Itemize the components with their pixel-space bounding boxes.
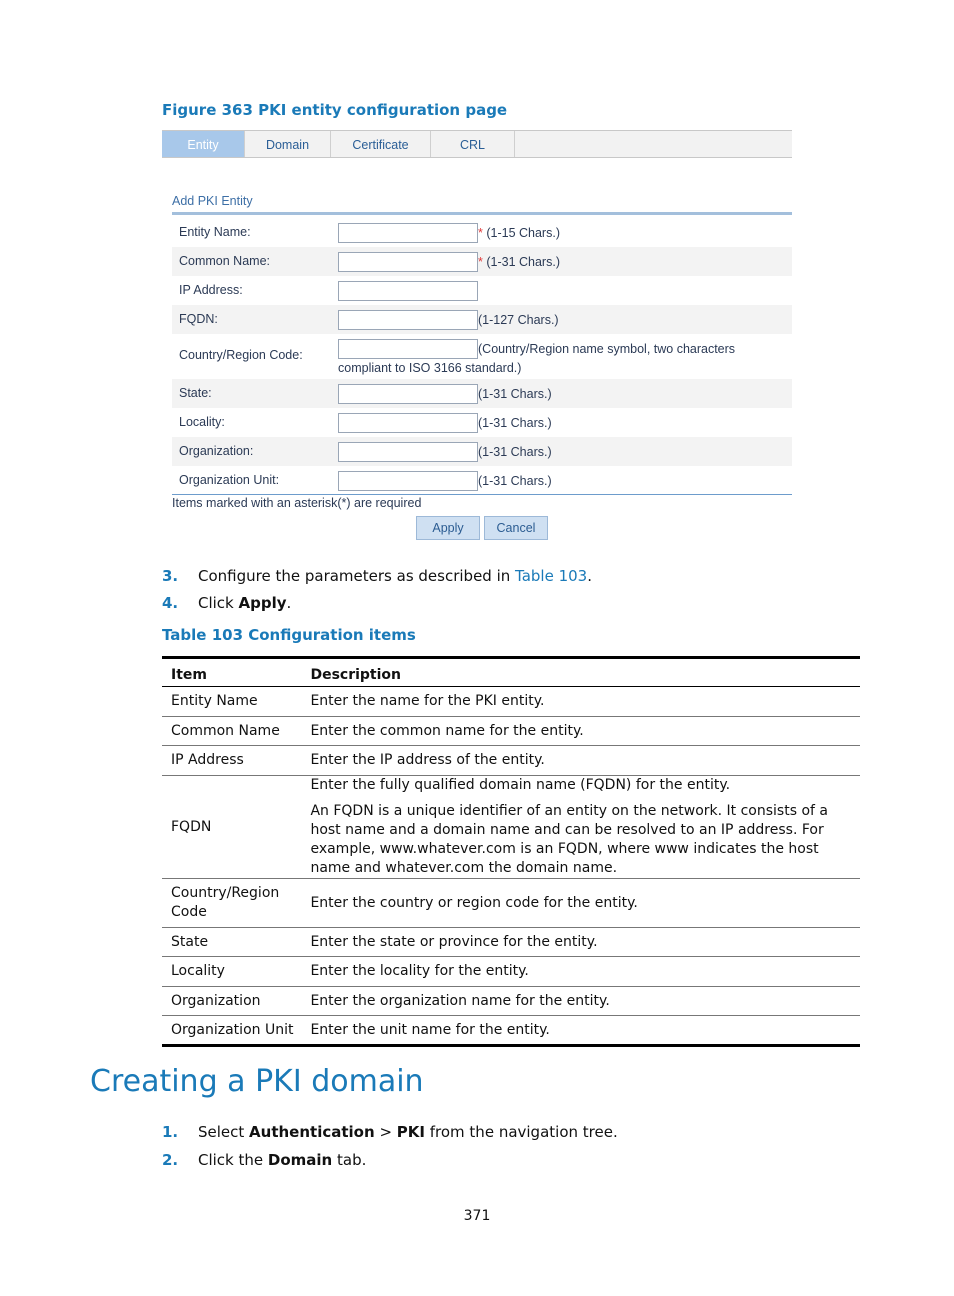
locality-hint: (1-31 Chars.) (478, 416, 552, 430)
entity-name-label: Entity Name: (179, 225, 251, 239)
form-row-common-name (172, 247, 792, 276)
table-caption: Table 103 Configuration items (162, 626, 416, 644)
table-cell-item: Common Name (162, 717, 301, 746)
common-name-label: Common Name: (179, 254, 270, 268)
locality-input[interactable] (338, 413, 478, 433)
state-label: State: (179, 386, 212, 400)
locality-label: Locality: (179, 415, 225, 429)
organization-label: Organization: (179, 444, 254, 458)
table-cell-description (301, 776, 860, 879)
table-cell-item: Entity Name (162, 687, 301, 717)
step-number: 3. (162, 567, 179, 585)
panel-bottom-divider (172, 494, 792, 495)
form-row-state (172, 379, 792, 408)
form-row-organization-unit (172, 466, 792, 495)
required-asterisk: * (478, 226, 483, 240)
country-region-hint-line2: compliant to ISO 3166 standard.) (338, 361, 522, 375)
country-region-input[interactable] (338, 339, 478, 359)
table-cell-item: IP Address (162, 746, 301, 776)
common-name-hint: * (1-31 Chars.) (478, 255, 560, 269)
organization-unit-label: Organization Unit: (179, 473, 280, 487)
form-row-country-region (172, 334, 792, 378)
description-paragraph: An FQDN is a unique identifier of an entity on the network. It consists of a host name and a domain name and can be resolved to an IP address. For example, www.whatever.com is an FQDN, where www indicates the host name and whatever.com the domain name. (310, 803, 828, 876)
entity-name-input[interactable] (338, 223, 478, 243)
ip-address-input[interactable] (338, 281, 478, 301)
required-asterisk: * (478, 255, 483, 269)
form-row-locality (172, 408, 792, 437)
tab-domain[interactable]: Domain (245, 131, 331, 157)
tab-crl[interactable]: CRL (431, 131, 515, 157)
entity-name-hint: * (1-15 Chars.) (478, 226, 560, 240)
ip-address-label: IP Address: (179, 283, 243, 297)
table-row (162, 717, 860, 746)
table-row (162, 879, 860, 928)
table-cell-description: Enter the state or province for the entity. (301, 928, 860, 957)
table-cell-description: Enter the name for the PKI entity. (301, 687, 860, 717)
table-row (162, 957, 860, 987)
table-cell-item: Organization (162, 987, 301, 1016)
section-heading: Creating a PKI domain (90, 1064, 424, 1099)
panel-title: Add PKI Entity (172, 194, 253, 208)
step-text: Configure the parameters as described in Table 103. (198, 567, 592, 585)
step-text: Click the Domain tab. (198, 1151, 367, 1169)
step-text: Select Authentication > PKI from the navigation tree. (198, 1123, 618, 1141)
organization-unit-hint: (1-31 Chars.) (478, 474, 552, 488)
form-row-organization (172, 437, 792, 466)
step-number: 4. (162, 594, 179, 612)
organization-hint: (1-31 Chars.) (478, 445, 552, 459)
panel-divider (172, 212, 792, 215)
table-row (162, 687, 860, 717)
tab-bar (162, 130, 792, 158)
configuration-table (162, 656, 860, 1047)
table-cell-description: Enter the locality for the entity. (301, 957, 860, 987)
country-region-hint: (Country/Region name symbol, two characters (478, 342, 736, 356)
table-cell-description: Enter the organization name for the entity. (301, 987, 860, 1016)
organization-input[interactable] (338, 442, 478, 462)
page-number: 371 (463, 1208, 491, 1224)
table-cell-description: Enter the common name for the entity. (301, 717, 860, 746)
form-row-fqdn (172, 305, 792, 334)
apply-button[interactable]: Apply (416, 516, 480, 540)
table-row (162, 776, 860, 879)
state-input[interactable] (338, 384, 478, 404)
description-paragraph: Enter the fully qualified domain name (FQDN) for the entity. (310, 777, 731, 793)
fqdn-label: FQDN: (179, 312, 218, 326)
table-cell-item: Organization Unit (162, 1016, 301, 1046)
common-name-input[interactable] (338, 252, 478, 272)
table-cell-item: State (162, 928, 301, 957)
table-header-description: Description (301, 658, 860, 687)
required-note: Items marked with an asterisk(*) are required (172, 496, 422, 510)
country-region-label: Country/Region Code: (179, 348, 303, 362)
form-row-ip-address (172, 276, 792, 305)
table-header-item: Item (162, 658, 301, 687)
table-cell-description: Enter the unit name for the entity. (301, 1016, 860, 1046)
table-cell-description: Enter the IP address of the entity. (301, 746, 860, 776)
table-cell-item: Locality (162, 957, 301, 987)
tab-certificate[interactable]: Certificate (331, 131, 431, 157)
table-row (162, 928, 860, 957)
cancel-button[interactable]: Cancel (484, 516, 548, 540)
fqdn-input[interactable] (338, 310, 478, 330)
table-row (162, 987, 860, 1016)
step-number: 1. (162, 1123, 179, 1141)
figure-caption: Figure 363 PKI entity configuration page (162, 101, 508, 119)
table-cell-item: Country/Region Code (162, 879, 301, 928)
step-number: 2. (162, 1151, 179, 1169)
organization-unit-input[interactable] (338, 471, 478, 491)
form-row-entity-name (172, 218, 792, 247)
table-cell-item: FQDN (162, 776, 301, 879)
table-link[interactable]: Table 103 (515, 567, 588, 585)
step-text: Click Apply. (198, 594, 292, 612)
fqdn-hint: (1-127 Chars.) (478, 313, 559, 327)
table-row (162, 1016, 860, 1046)
table-row (162, 746, 860, 776)
tab-entity[interactable]: Entity (162, 131, 245, 157)
table-cell-description: Enter the country or region code for the entity. (301, 879, 860, 928)
state-hint: (1-31 Chars.) (478, 387, 552, 401)
